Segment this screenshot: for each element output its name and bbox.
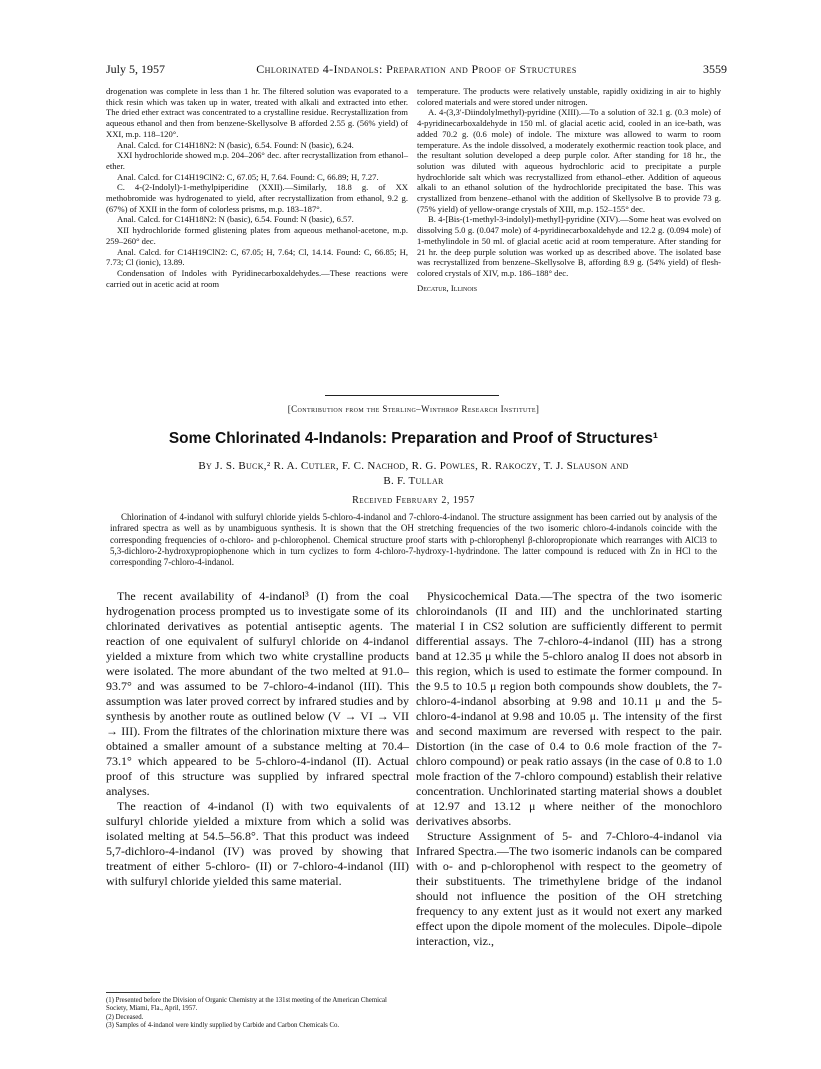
issue-date: July 5, 1957 [106, 62, 166, 76]
paragraph: Physicochemical Data.—The spectra of the two isomeric chloroindanols (II and III) and the unchlorinated starting material I in CS2 solution are sufficiently different to permit differential assays. The 7-chloro-4-indanol (III) has a strong band at 12.35 μ while the 5-chloro analog II does not absorb in this region, which is used to estimate the former compound. In the 9.5 to 10.5 μ region both compounds show doublets, the 7-chloro-4-indanol absorbing at 9.98 and 10.11 μ and the 5-chloro-4-indanol at 9.98 and 10.05 μ. The intensity of the first and second maximum are reversed with respect to the pair. Distortion (in the case of 0.4 to 0.6 mole fraction of the 7-chloro compound) or peak ratio assays (in the case of 0.8 to 1.0 mole fraction of the 7-chloro compound) establish their relative concentration. Unchlorinated starting material shows a doublet at 12.97 and 13.12 μ where neither of the monochloro derivatives absorbs. [416, 589, 722, 828]
abstract [110, 512, 717, 568]
paragraph: drogenation was complete in less than 1 hr. The filtered solution was evaporated to a thick resin which was taken up in water, treated with alkali and extracted into ether. The dried ether extract was concentrated to a crystalline residue. Recrystallization from aqueous ethanol and then from benzene-Skellysolve B afforded 2.55 g. (56% yield) of XXI, m.p. 118–120°. [106, 86, 408, 139]
footnote-rule [106, 992, 160, 993]
footnote: (2) Deceased. [106, 1013, 144, 1021]
footnotes [106, 997, 409, 1031]
affiliation-location: Decatur, Illinois [417, 282, 478, 293]
abstract-text: Chlorination of 4-indanol with sulfuryl chloride yields 5-chloro-4-indanol and 7-chloro-4-indanol. The structure assignment has been carried out by analysis of the infrared spectra as well as by unambiguous synthesis. It is shown that the OH stretching frequencies of the two isomeric chloro-4-indanols coincide with the corresponding frequencies of o-chloro- and p-chlorophenol. Chemical structure proof starts with p-chlorophenyl β-chloropropionate which rearranges with AlCl3 to 5,3-dichloro-2-hydroxypropiophenone which in turn cyclizes to form 4-chloro-7-hydroxy-1-hydrindone. The latter compound is reduced with Zn in HCl to the corresponding 7-chloro-4-indanol. [110, 512, 717, 568]
received-date: Received February 2, 1957 [352, 495, 475, 506]
body-left-column [106, 589, 409, 889]
analysis-line: Anal. Calcd. for C14H18N2: N (basic), 6.54. Found: N (basic), 6.24. [117, 139, 354, 150]
paragraph: temperature. The products were relatively unstable, rapidly oxidizing in air to highly colored materials and were stored under nitrogen. [417, 86, 721, 107]
contribution-line: [Contribution from the Sterling–Winthrop Research Institute] [287, 404, 540, 414]
paragraph: The recent availability of 4-indanol³ (I) from the coal hydrogenation process prompted us to investigate some of its chlorinated derivatives as potential antiseptic agents. The reaction of one equivalent of sulfuryl chloride on 4-indanol yielded a mixture from which two white crystalline products were isolated. The more abundant of the two melted at 91.0–93.7° and was assumed to be 7-chloro-4-indanol (III). This assumption was later proved correct by infrared studies and by synthesis by another route as outlined below (V → VI → VII → III). From the filtrates of the chlorination mixture there was obtained a smaller amount of a substance melting at 70.4–73.1° which appeared to be 5-chloro-4-indanol (II). Actual proof of this structure was supplied by infrared spectral analyses. [106, 589, 409, 798]
page-number: 3559 [703, 62, 727, 76]
author-list [130, 459, 697, 489]
article-title: Some Chlorinated 4-Indanols: Preparation and Proof of Structures¹ [168, 430, 659, 447]
analysis-line: Anal. Calcd. for C14H18N2: N (basic), 6.54. Found: N (basic), 6.57. [117, 214, 354, 225]
running-head [106, 62, 727, 78]
paragraph: Condensation of Indoles with Pyridinecarboxaldehydes.—These reactions were carried out in acetic acid at room [106, 267, 408, 289]
prev-article-right-column [417, 86, 721, 293]
paragraph: XXI hydrochloride showed m.p. 204–206° dec. after recrystallization from ethanol–ether. [106, 150, 408, 171]
running-title: Chlorinated 4-Indanols: Preparation and Proof of Structures [256, 62, 577, 76]
analysis-line: Anal. Calcd. for C14H19ClN2: C, 67.05; H, 7.64. Found: C, 66.89; H, 7.27. [117, 171, 379, 182]
body-right-column [416, 589, 722, 949]
prev-article-left-column [106, 86, 408, 289]
article-divider [325, 395, 499, 396]
authors-line: By J. S. Buck,² R. A. Cutler, F. C. Nachod, R. G. Powles, R. Rakoczy, T. J. Slauson and [198, 460, 629, 472]
paragraph: C. 4-(2-Indolyl)-1-methylpiperidine (XXII).—Similarly, 18.8 g. of XX methobromide was hydrogenated to yield, after recrystallization from ethanol, 9.2 g. (67%) of XXII in the form of colorless prisms, m.p. 183–187°. [106, 182, 408, 214]
paragraph: Structure Assignment of 5- and 7-Chloro-4-indanol via Infrared Spectra.—The two isomeric indanols can be compared with o- and p-chlorophenol with respect to the geometry of their substituents. The trimethylene bridge of the indanol should not influence the position of the OH stretching frequency to any extent just as it would not exert any marked effect upon the dipole moment of the molecules. Dipole–dipole interaction, viz., [416, 829, 722, 948]
analysis-line: Anal. Calcd. for C14H19ClN2: C, 67.05; H, 7.64; Cl, 14.14. Found: C, 66.85; H, 7.73; Cl (ionic), 13.89. [106, 246, 408, 268]
authors-line: B. F. Tullar [383, 475, 444, 487]
paragraph: XII hydrochloride formed glistening plates from aqueous methanol-acetone, m.p. 259–260° dec. [106, 225, 408, 246]
footnote: (1) Presented before the Division of Organic Chemistry at the 131st meeting of the American Chemical Society, Miami, Fla., April, 1957. [106, 997, 387, 1013]
paragraph: B. 4-[Bis-(1-methyl-3-indolyl)-methyl]-pyridine (XIV).—Some heat was evolved on dissolving 5.0 g. (0.047 mole) of 4-pyridinecarboxaldehyde and 12.2 g. (0.094 mole) of 1-methylindole in 50 ml. of glacial acetic acid at room temperature. After standing for 21 hr. the deep purple solution was worked up as described above. The isolated base was recrystallized from benzene–Skellysolve B, affording 8.9 g. (54% yield) of flesh-colored crystals of XIV, m.p. 186–188° dec. [417, 214, 721, 278]
paragraph: A. 4-(3,3′-Diindolylmethyl)-pyridine (XIII).—To a solution of 32.1 g. (0.3 mole) of 4-pyridinecarboxaldehyde in 150 ml. of glacial acetic acid, cooled in an ice-bath, was added 70.2 g. (0.6 mole) of indole. The mixture was allowed to warm to room temperature. As the indole dissolved, a moderately exothermic reaction took place, and the resultant solution developed a deep purple color. After standing for 18 hr., the solution was diluted with aqueous hydrochloric acid to precipitate a purple hydrochloride salt which was recrystallized from ethanol–ether. Addition of aqueous alkali to an ethanol solution of the hydrochloride precipitated the base. This was crystallized from benzene–ethanol with the addition of Skellysolve B to provide 73 g. (75% yield) of yellow-orange crystals of XIII, m.p. 152–155° dec. [417, 107, 721, 214]
footnote: (3) Samples of 4-indanol were kindly supplied by Carbide and Carbon Chemicals Co. [106, 1022, 340, 1030]
paragraph: The reaction of 4-indanol (I) with two equivalents of sulfuryl chloride yielded a mixture from which a solid was isolated melting at 54.5–56.8°. That this product was indeed 5,7-dichloro-4-indanol (IV) was proved by showing that treatment of either 5-chloro- (II) or 7-chloro-4-indanol (III) with sulfuryl chloride yielded this same material. [106, 799, 409, 888]
